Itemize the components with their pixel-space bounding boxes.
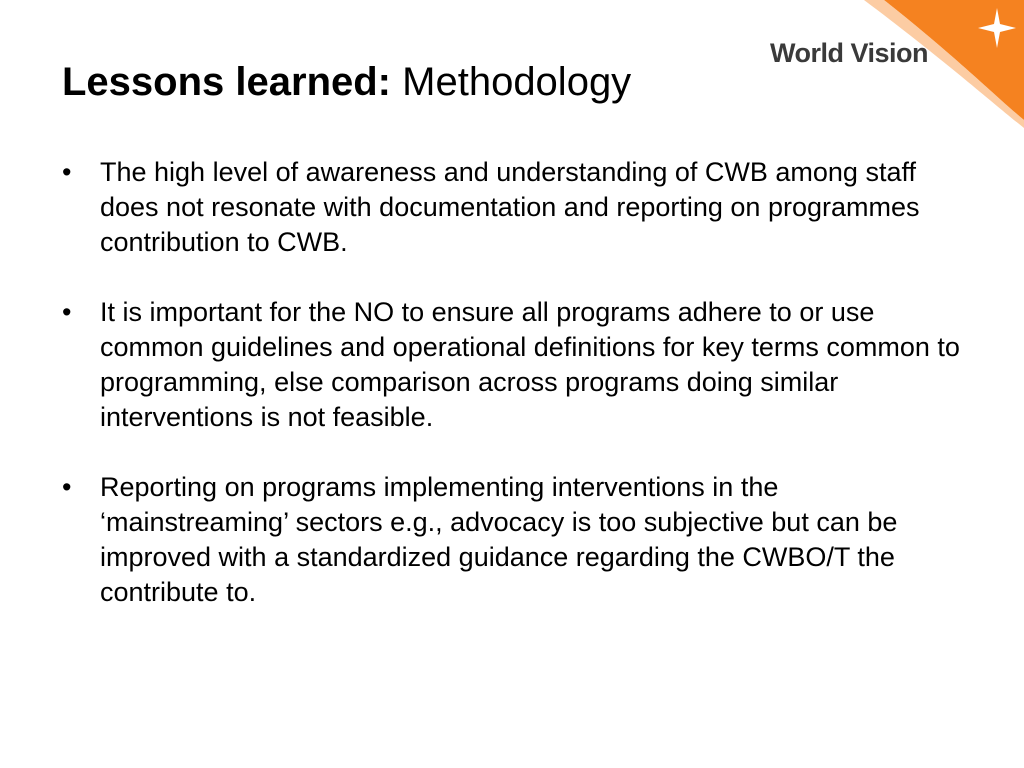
bullet-marker: • bbox=[62, 157, 72, 187]
bullet-item bbox=[62, 155, 962, 260]
world-vision-logo-text: World Vision bbox=[770, 38, 929, 68]
bullet-marker: • bbox=[62, 297, 72, 327]
bullet-text: It is important for the NO to ensure all programs adhere to or use common guidelines and operational definitions for key terms common to programming, else comparison across programs doing similar interventions is not feasible. bbox=[100, 297, 960, 432]
bullet-list bbox=[62, 155, 962, 645]
bullet-marker: • bbox=[62, 472, 72, 502]
title-regular-part: Methodology bbox=[402, 60, 632, 104]
slide-title bbox=[62, 60, 631, 104]
world-vision-star-icon bbox=[978, 8, 1016, 48]
bullet-item bbox=[62, 470, 962, 610]
bullet-item bbox=[62, 295, 962, 435]
bullet-text: The high level of awareness and understanding of CWB among staff does not resonate with documentation and reporting on programmes contribution to CWB. bbox=[100, 157, 920, 257]
title-bold-part: Lessons learned: bbox=[62, 60, 392, 104]
bullet-text: Reporting on programs implementing interventions in the ‘mainstreaming’ sectors e.g., advocacy is too subjective but can be improved with a standardized guidance regarding the CWBO/T the contribute to. bbox=[100, 472, 898, 607]
